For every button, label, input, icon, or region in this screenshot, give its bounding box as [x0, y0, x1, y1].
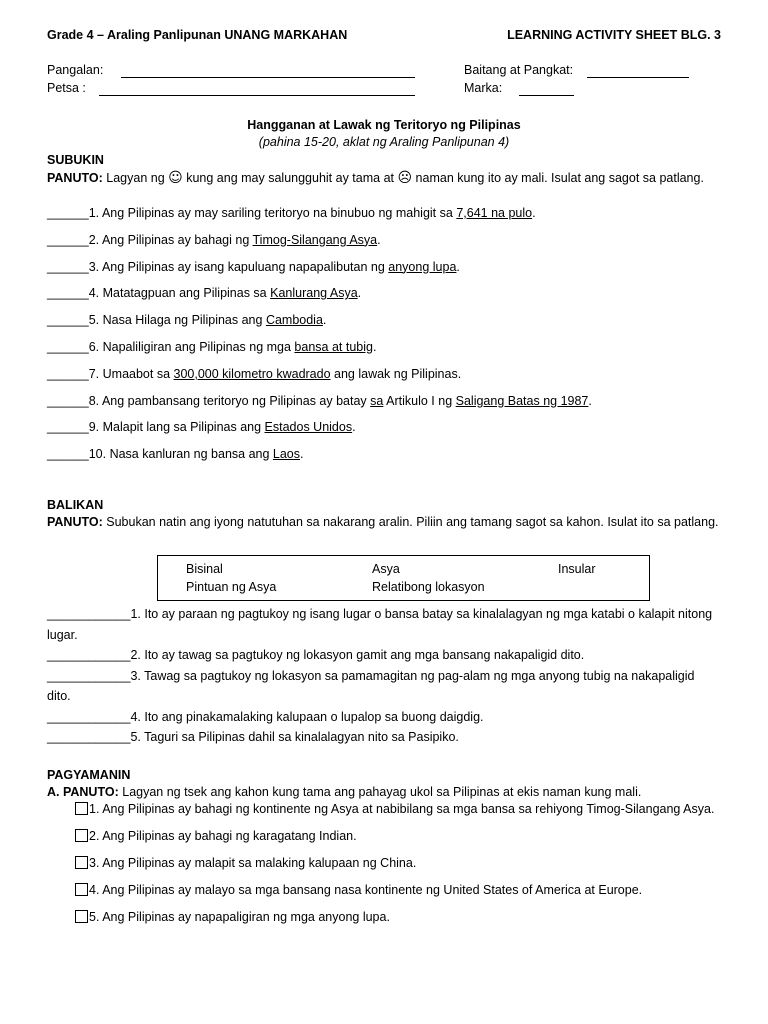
underlined-term: 7,641 na pulo	[456, 206, 533, 220]
item-text: .	[322, 313, 327, 328]
instructions-label: PANUTO:	[47, 515, 103, 529]
answer-blank[interactable]: ______	[47, 232, 89, 247]
item-text: .	[300, 447, 304, 462]
underlined-term: anyong lupa	[388, 259, 457, 274]
item-text: Ang Pilipinas ay isang kapuluang napapalibutan ng	[99, 259, 389, 274]
instructions-text: Lagyan ng	[102, 171, 169, 185]
subukin-item	[47, 388, 721, 415]
item-text: .	[588, 393, 592, 408]
item-text: Napaliligiran ang Pilipinas ng mga	[99, 339, 295, 354]
item-number: 7.	[88, 366, 100, 381]
answer-blank[interactable]: ______	[47, 420, 89, 435]
subukin-item-list	[47, 200, 721, 468]
item-text: Malapit lang sa Pilipinas ang	[99, 420, 265, 435]
subukin-item	[47, 307, 721, 334]
item-text: Nasa kanluran ng bansa ang	[106, 447, 273, 462]
answer-blank[interactable]: ______	[47, 313, 89, 328]
item-number: 6.	[88, 339, 100, 354]
item-number: 3.	[88, 259, 100, 274]
name-label: Pangalan:	[47, 63, 104, 77]
answer-blank[interactable]: ______	[47, 393, 89, 408]
item-text: .	[352, 420, 356, 435]
answer-choice: Pintuan ng Asya	[186, 580, 277, 594]
balikan-instructions	[47, 513, 721, 531]
answer-blank[interactable]: ____________	[47, 709, 131, 724]
item-text: .	[456, 259, 460, 274]
checkbox-icon[interactable]	[75, 856, 88, 869]
score-field[interactable]	[519, 80, 574, 96]
underlined-term: 300,000 kilometro kwadrado	[173, 366, 331, 381]
answer-blank[interactable]: ____________	[47, 730, 131, 744]
subukin-item	[47, 280, 721, 307]
grade-section-field[interactable]	[587, 62, 689, 78]
item-text: Ito ang pinakamalaking kalupaan o lupalop sa buong daigdig.	[140, 709, 484, 724]
instructions-text: Subukan natin ang iyong natutuhan sa nakarang aralin. Piliin ang tamang sagot sa kahon. Isulat ito sa patlang.	[102, 515, 719, 529]
item-number: 2.	[88, 232, 100, 247]
frown-icon: ☹	[397, 170, 413, 186]
balikan-item	[47, 645, 721, 666]
balikan-item	[47, 727, 721, 748]
item-number: 1.	[89, 802, 100, 816]
checkbox-icon[interactable]	[75, 910, 88, 923]
item-number: 4.	[89, 883, 100, 897]
item-number: 4.	[130, 709, 141, 724]
underlined-term: Saligang Batas ng 1987	[455, 393, 589, 408]
item-text: ang lawak ng Pilipinas.	[330, 366, 462, 381]
answer-blank[interactable]: ______	[47, 339, 89, 354]
answer-blank[interactable]: ____________	[47, 607, 131, 621]
item-text: .	[372, 339, 377, 354]
item-text: Ang Pilipinas ay may sariling teritoryo na binubuo ng mahigit sa	[99, 206, 457, 220]
date-label: Petsa :	[47, 81, 86, 95]
item-text: Nasa Hilaga ng Pilipinas ang	[99, 313, 266, 328]
item-text: Tawag sa pagtukoy ng lokasyon sa pamamagitan ng pag-alam ng mga anyong tubig na nakapaligid dito.	[47, 668, 695, 703]
balikan-item	[47, 604, 721, 645]
underlined-term: Cambodia	[265, 313, 323, 328]
sheet-subject-header: Grade 4 – Araling Panlipunan UNANG MARKAHAN	[47, 28, 348, 42]
answer-blank[interactable]: ____________	[47, 648, 131, 662]
smile-icon: ☺	[168, 170, 183, 186]
item-text: .	[357, 286, 362, 301]
subukin-item	[47, 200, 721, 227]
answer-blank[interactable]: ______	[47, 447, 89, 462]
item-number: 9.	[88, 420, 100, 435]
name-field[interactable]	[121, 62, 415, 78]
pagyamanin-item	[47, 850, 721, 877]
answer-choice: Asya	[372, 562, 400, 576]
item-text: Ang pambansang teritoryo ng Pilipinas ay batay	[99, 393, 371, 408]
page-title: Hangganan at Lawak ng Teritoryo ng Pilipinas	[247, 118, 521, 132]
page-subtitle: (pahina 15-20, aklat ng Araling Panlipunan 4)	[258, 135, 510, 149]
item-text: Ang Pilipinas ay malayo sa mga bansang nasa kontinente ng United States of America at Europe.	[99, 883, 643, 897]
subukin-instructions	[47, 170, 721, 187]
balikan-item	[47, 707, 721, 728]
item-number: 5.	[88, 313, 100, 328]
date-field[interactable]	[99, 80, 415, 96]
item-text: Matatagpuan ang Pilipinas sa	[99, 286, 271, 301]
answer-choice: Insular	[558, 562, 596, 576]
item-text: Ito ay paraan ng pagtukoy ng isang lugar o bansa batay sa kinalalagyan ng mga katabi o kalapit nitong lugar.	[47, 607, 713, 642]
pagyamanin-heading: PAGYAMANIN	[47, 768, 131, 782]
item-number: 2.	[130, 648, 141, 662]
subukin-item	[47, 414, 721, 441]
checkbox-icon[interactable]	[75, 829, 88, 842]
item-text: Umaabot sa	[99, 366, 174, 381]
pagyamanin-item	[47, 823, 721, 850]
item-text: Ang Pilipinas ay bahagi ng	[99, 232, 253, 247]
item-number: 8.	[88, 393, 100, 408]
subukin-item	[47, 334, 721, 361]
subukin-heading: SUBUKIN	[47, 153, 104, 167]
pagyamanin-item	[47, 877, 721, 904]
score-label: Marka:	[464, 81, 503, 95]
pagyamanin-item	[47, 904, 721, 931]
item-text: Ito ay tawag sa pagtukoy ng lokasyon gamit ang mga bansang nakapaligid dito.	[140, 648, 585, 662]
item-number: 5.	[89, 910, 100, 924]
subukin-item	[47, 254, 721, 281]
checkbox-icon[interactable]	[75, 802, 88, 815]
instructions-label: A. PANUTO:	[47, 785, 119, 799]
item-text: Taguri sa Pilipinas dahil sa kinalalagyan nito sa Pasipiko.	[140, 730, 459, 744]
answer-blank[interactable]: ____________	[47, 668, 131, 683]
answer-blank[interactable]: ______	[47, 286, 89, 301]
item-number: 2.	[89, 829, 100, 843]
item-number: 3.	[130, 668, 141, 683]
item-text: Ang Pilipinas ay malapit sa malaking kalupaan ng China.	[99, 856, 417, 870]
item-number: 1.	[130, 607, 141, 621]
answer-choice: Bisinal	[186, 562, 223, 576]
subukin-item	[47, 227, 721, 254]
answer-blank[interactable]: ______	[47, 206, 89, 220]
pagyamanin-item-list	[47, 796, 721, 931]
answer-choice: Relatibong lokasyon	[372, 580, 485, 594]
item-text: .	[377, 232, 381, 247]
item-text: Artikulo I ng	[383, 393, 456, 408]
instructions-text: kung ang may salungguhit ay tama at	[182, 171, 398, 185]
underlined-term: bansa at tubig	[294, 339, 373, 354]
answer-choices-box	[157, 555, 650, 601]
underlined-term: sa	[370, 393, 384, 408]
item-number: 3.	[89, 856, 100, 870]
answer-blank[interactable]: ______	[47, 366, 89, 381]
underlined-term: Timog-Silangang Asya	[252, 232, 378, 247]
instructions-text: Lagyan ng tsek ang kahon kung tama ang pahayag ukol sa Pilipinas at ekis naman kung mali.	[118, 785, 642, 799]
item-number: 5.	[130, 730, 141, 744]
instructions-label: PANUTO:	[47, 171, 103, 185]
subukin-item	[47, 441, 721, 468]
balikan-item	[47, 666, 721, 707]
item-text: Ang Pilipinas ay bahagi ng karagatang Indian.	[99, 829, 357, 843]
underlined-term: Laos	[272, 447, 301, 462]
instructions-text: naman kung ito ay mali. Isulat ang sagot sa patlang.	[412, 171, 704, 185]
checkbox-icon[interactable]	[75, 883, 88, 896]
item-text: .	[532, 206, 536, 220]
balikan-heading: BALIKAN	[47, 498, 104, 512]
pagyamanin-item	[47, 796, 721, 823]
grade-section-label: Baitang at Pangkat:	[464, 63, 574, 77]
item-number: 1.	[88, 206, 100, 220]
sheet-number-header: LEARNING ACTIVITY SHEET BLG. 3	[507, 28, 721, 42]
item-text: Ang Pilipinas ay napapaligiran ng mga anyong lupa.	[99, 910, 390, 924]
item-text: Ang Pilipinas ay bahagi ng kontinente ng Asya at nabibilang sa mga bansa sa rehiyong Timog-Silangang Asya.	[99, 802, 715, 816]
answer-blank[interactable]: ______	[47, 259, 89, 274]
underlined-term: Kanlurang Asya	[270, 286, 358, 301]
balikan-item-list	[47, 604, 721, 748]
item-number: 10.	[88, 447, 107, 462]
item-number: 4.	[88, 286, 100, 301]
subukin-item	[47, 361, 721, 388]
underlined-term: Estados Unidos	[264, 420, 353, 435]
